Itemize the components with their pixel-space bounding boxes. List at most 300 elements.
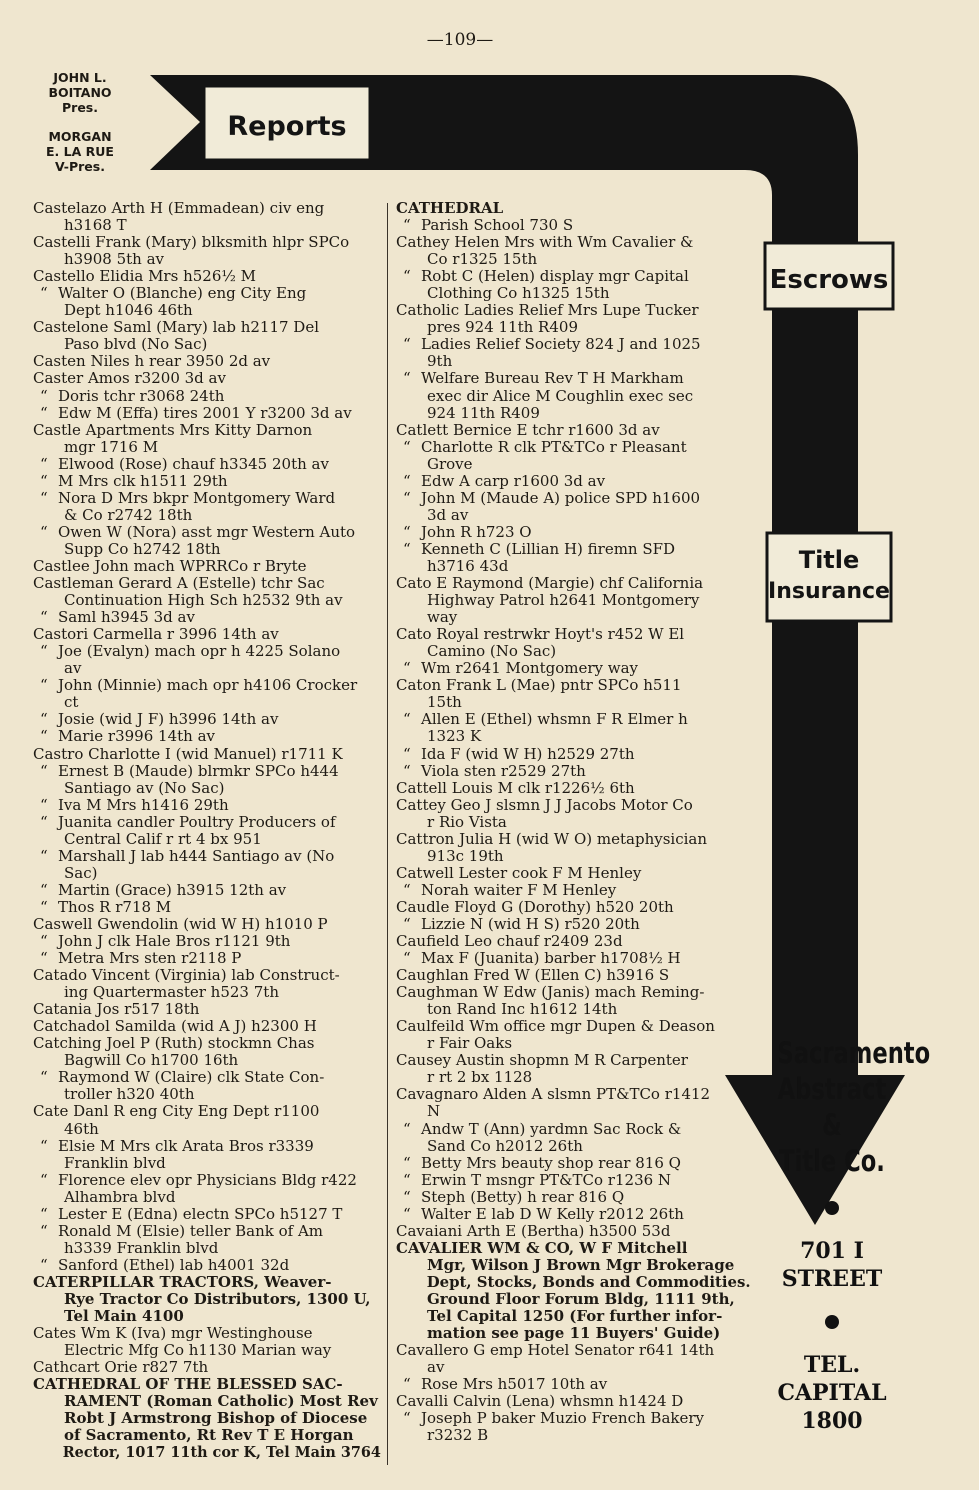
entry-continuation-line bbox=[396, 353, 750, 370]
entry-line bbox=[396, 950, 750, 967]
directory-entry bbox=[33, 1001, 381, 1018]
entry-text: Andw T (Ann) yardmn Sac Rock & bbox=[421, 1119, 682, 1138]
directory-entry bbox=[33, 746, 381, 763]
entry-line bbox=[33, 405, 381, 422]
entry-continuation-line bbox=[396, 1325, 750, 1342]
entry-continuation-line bbox=[396, 405, 750, 422]
president-name-line-1: JOHN L. bbox=[53, 70, 107, 85]
entry-line bbox=[33, 319, 381, 336]
directory-entry bbox=[396, 473, 750, 490]
entry-line bbox=[396, 1018, 750, 1035]
entry-line bbox=[33, 1001, 381, 1018]
entry-text: Marie r3996 14th av bbox=[58, 727, 215, 746]
directory-entry bbox=[33, 814, 381, 848]
entry-text: h3339 Franklin blvd bbox=[64, 1238, 219, 1257]
entry-line bbox=[33, 848, 381, 865]
directory-entry bbox=[33, 200, 381, 234]
entry-continuation-line bbox=[33, 336, 381, 353]
entry-continuation-line bbox=[33, 507, 381, 524]
entry-line bbox=[396, 1052, 750, 1069]
directory-entry bbox=[396, 1223, 750, 1240]
entry-text: Electric Mfg Co h1130 Marian way bbox=[64, 1341, 332, 1360]
directory-entry bbox=[396, 1393, 750, 1410]
directory-entry bbox=[396, 711, 750, 745]
entry-text: Edw A carp r1600 3d av bbox=[421, 471, 606, 490]
ditto-mark: “ bbox=[403, 1204, 411, 1223]
entry-text: CATHEDRAL bbox=[396, 199, 504, 217]
entry-text: 46th bbox=[64, 1119, 99, 1138]
entry-line bbox=[396, 524, 750, 541]
entry-text: Catlett Bernice E tchr r1600 3d av bbox=[396, 420, 660, 439]
ditto-mark: “ bbox=[40, 710, 48, 729]
entry-line bbox=[33, 711, 381, 728]
directory-entry bbox=[396, 1121, 750, 1155]
entry-line bbox=[396, 677, 750, 694]
directory-entry bbox=[33, 882, 381, 899]
title-insurance-label-line-1: Title bbox=[798, 546, 860, 574]
ditto-mark: “ bbox=[40, 1136, 48, 1155]
sidebar-advertisement bbox=[762, 1035, 931, 1435]
directory-entry bbox=[33, 967, 381, 1001]
ditto-mark: “ bbox=[403, 710, 411, 729]
entry-text: Iva M Mrs h1416 29th bbox=[58, 795, 229, 814]
entry-text: Caughlan Fred W (Ellen C) h3916 S bbox=[396, 966, 670, 985]
entry-line bbox=[396, 711, 750, 728]
entry-text: Catwell Lester cook F M Henley bbox=[396, 863, 642, 882]
entry-continuation-line bbox=[396, 456, 750, 473]
entry-line bbox=[396, 302, 750, 319]
entry-text: Doris tchr r3068 24th bbox=[58, 386, 225, 405]
directory-entry bbox=[396, 626, 750, 660]
entry-text: Max F (Juanita) barber h1708½ H bbox=[421, 949, 681, 968]
directory-entry bbox=[33, 626, 381, 643]
entry-line bbox=[396, 268, 750, 285]
entry-line bbox=[33, 763, 381, 780]
entry-text: Franklin blvd bbox=[64, 1153, 166, 1172]
directory-entry bbox=[33, 456, 381, 473]
directory-entry bbox=[33, 1257, 381, 1274]
directory-entry bbox=[396, 882, 750, 899]
entry-line bbox=[33, 899, 381, 916]
entry-line bbox=[33, 797, 381, 814]
directory-entry bbox=[396, 763, 750, 780]
entry-continuation-line bbox=[33, 780, 381, 797]
entry-text: Erwin T msngr PT&TCo r1236 N bbox=[421, 1170, 672, 1189]
entry-text: Cates Wm K (Iva) mgr Westinghouse bbox=[33, 1324, 313, 1343]
entry-text: Castro Charlotte I (wid Manuel) r1711 K bbox=[33, 744, 343, 763]
directory-entry bbox=[33, 422, 381, 456]
directory-entry bbox=[33, 1325, 381, 1359]
directory-entry bbox=[396, 1240, 750, 1342]
entry-text: r Fair Oaks bbox=[427, 1034, 513, 1053]
entry-text: M Mrs clk h1511 29th bbox=[58, 471, 228, 490]
entry-continuation-line bbox=[33, 1086, 381, 1103]
directory-entry bbox=[396, 1342, 750, 1376]
directory-entry bbox=[33, 1035, 381, 1069]
entry-text: r Rio Vista bbox=[427, 812, 507, 831]
entry-text: Cate Danl R eng City Eng Dept r1100 bbox=[33, 1102, 320, 1121]
entry-line bbox=[33, 1257, 381, 1274]
entry-text: Cavallero G emp Hotel Senator r641 14th bbox=[396, 1341, 715, 1360]
entry-line bbox=[396, 967, 750, 984]
directory-entry bbox=[396, 831, 750, 865]
directory-entry bbox=[33, 268, 381, 285]
ditto-mark: “ bbox=[403, 437, 411, 456]
entry-line bbox=[396, 1172, 750, 1189]
ditto-mark: “ bbox=[40, 1170, 48, 1189]
entry-text: Santiago av (No Sac) bbox=[64, 778, 225, 797]
entry-line bbox=[33, 967, 381, 984]
entry-text: N bbox=[427, 1102, 441, 1121]
entry-text: Caswell Gwendolin (wid W H) h1010 P bbox=[33, 914, 328, 933]
entry-continuation-line bbox=[396, 1138, 750, 1155]
entry-text: Elsie M Mrs clk Arata Bros r3339 bbox=[58, 1136, 314, 1155]
entry-line bbox=[33, 575, 381, 592]
entry-text: Rye Tractor Co Distributors, 1300 U, bbox=[64, 1290, 371, 1308]
entry-continuation-line bbox=[33, 439, 381, 456]
entry-text: ct bbox=[64, 693, 79, 712]
entry-line bbox=[396, 984, 750, 1001]
entry-continuation-line bbox=[396, 319, 750, 336]
entry-text: Catholic Ladies Relief Mrs Lupe Tucker bbox=[396, 301, 699, 320]
entry-continuation-line bbox=[33, 1189, 381, 1206]
entry-text: Cavaiani Arth E (Bertha) h3500 53d bbox=[396, 1221, 671, 1240]
ditto-mark: “ bbox=[403, 1153, 411, 1172]
entry-line bbox=[33, 200, 381, 217]
entry-text: Casten Niles h rear 3950 2d av bbox=[33, 352, 271, 371]
ditto-mark: “ bbox=[40, 1255, 48, 1274]
directory-entry bbox=[33, 677, 381, 711]
directory-entry bbox=[396, 268, 750, 302]
entry-line bbox=[33, 746, 381, 763]
ditto-mark: “ bbox=[40, 403, 48, 422]
directory-entry bbox=[396, 234, 750, 268]
directory-entry bbox=[33, 848, 381, 882]
entry-text: Catado Vincent (Virginia) lab Construct- bbox=[33, 966, 340, 985]
entry-text: 1323 K bbox=[427, 727, 482, 746]
entry-continuation-line bbox=[396, 1308, 750, 1325]
ditto-mark: “ bbox=[403, 488, 411, 507]
directory-entry bbox=[33, 643, 381, 677]
entry-text: Caudle Floyd G (Dorothy) h520 20th bbox=[396, 897, 674, 916]
entry-text: Rose Mrs h5017 10th av bbox=[421, 1375, 608, 1394]
entry-text: Cathey Helen Mrs with Wm Cavalier & bbox=[396, 233, 694, 252]
entry-text: Tel Capital 1250 (For further infor- bbox=[427, 1307, 723, 1326]
entry-text: Betty Mrs beauty shop rear 816 Q bbox=[421, 1153, 681, 1172]
ditto-mark: “ bbox=[403, 522, 411, 541]
entry-line bbox=[33, 1018, 381, 1035]
directory-entry bbox=[396, 899, 750, 916]
entry-text: av bbox=[64, 659, 82, 678]
entry-line bbox=[33, 1138, 381, 1155]
column-divider bbox=[387, 203, 388, 1465]
entry-continuation-line bbox=[396, 285, 750, 302]
entry-line bbox=[33, 1359, 381, 1376]
directory-entry bbox=[33, 524, 381, 558]
ditto-mark: “ bbox=[403, 335, 411, 354]
entry-line bbox=[33, 1274, 381, 1291]
directory-entry bbox=[396, 933, 750, 950]
entry-line bbox=[396, 200, 750, 217]
company-telephone bbox=[762, 1351, 902, 1435]
entry-text: Marshall J lab h444 Santiago av (No bbox=[58, 846, 335, 865]
entry-continuation-line bbox=[33, 694, 381, 711]
entry-text: Martin (Grace) h3915 12th av bbox=[58, 880, 287, 899]
entry-text: Camino (No Sac) bbox=[427, 642, 557, 661]
entry-continuation-line bbox=[33, 1308, 381, 1325]
entry-text: Cattron Julia H (wid W O) metaphysician bbox=[396, 829, 708, 848]
entry-continuation-line bbox=[396, 848, 750, 865]
entry-text: Castleman Gerard A (Estelle) tchr Sac bbox=[33, 574, 325, 593]
entry-text: CATHEDRAL OF THE BLESSED SAC- bbox=[33, 1375, 343, 1394]
entry-line bbox=[396, 882, 750, 899]
directory-entry bbox=[396, 200, 750, 217]
entry-continuation-line bbox=[396, 1069, 750, 1086]
directory-entry bbox=[396, 1086, 750, 1120]
entry-line bbox=[33, 1206, 381, 1223]
entry-line bbox=[33, 370, 381, 387]
entry-text: exec dir Alice M Coughlin exec sec bbox=[427, 386, 694, 405]
entry-continuation-line bbox=[33, 1342, 381, 1359]
entry-text: CATERPILLAR TRACTORS, Weaver- bbox=[33, 1272, 332, 1291]
entry-text: Josie (wid J F) h3996 14th av bbox=[58, 710, 279, 729]
directory-entry bbox=[396, 797, 750, 831]
entry-text: Owen W (Nora) asst mgr Western Auto bbox=[58, 522, 356, 541]
entry-text: Walter O (Blanche) eng City Eng bbox=[58, 284, 307, 303]
ditto-mark: “ bbox=[403, 539, 411, 558]
directory-entry bbox=[33, 763, 381, 797]
entry-text: Viola sten r2529 27th bbox=[421, 761, 586, 780]
entry-line bbox=[33, 456, 381, 473]
entry-text: Kenneth C (Lillian H) firemn SFD bbox=[421, 539, 676, 558]
entry-text: mgr 1716 M bbox=[64, 437, 159, 456]
directory-entry bbox=[33, 1206, 381, 1223]
entry-text: John J clk Hale Bros r1121 9th bbox=[58, 932, 291, 951]
directory-entry bbox=[396, 336, 750, 370]
directory-entry bbox=[396, 302, 750, 336]
entry-text: Lizzie N (wid H S) r520 20th bbox=[421, 914, 640, 933]
directory-entry bbox=[396, 916, 750, 933]
directory-entry bbox=[33, 1376, 381, 1461]
entry-line bbox=[396, 336, 750, 353]
entry-text: 924 11th R409 bbox=[427, 403, 540, 422]
directory-entry bbox=[396, 677, 750, 711]
entry-line bbox=[396, 1342, 750, 1359]
entry-continuation-line bbox=[33, 1121, 381, 1138]
entry-line bbox=[396, 1189, 750, 1206]
directory-entry bbox=[33, 797, 381, 814]
entry-line bbox=[33, 916, 381, 933]
entry-continuation-line bbox=[396, 643, 750, 660]
entry-continuation-line bbox=[396, 609, 750, 626]
ditto-mark: “ bbox=[403, 761, 411, 780]
entry-continuation-line bbox=[396, 388, 750, 405]
entry-text: Ground Floor Forum Bldg, 1111 9th, bbox=[427, 1290, 735, 1308]
directory-entry bbox=[396, 217, 750, 234]
entry-line bbox=[396, 660, 750, 677]
entry-line bbox=[33, 950, 381, 967]
entry-text: Charlotte R clk PT&TCo r Pleasant bbox=[421, 437, 687, 456]
ditto-mark: “ bbox=[40, 1068, 48, 1087]
entry-text: Cattey Geo J slsmn J J Jacobs Motor Co bbox=[396, 795, 693, 814]
entry-text: Welfare Bureau Rev T H Markham bbox=[421, 369, 684, 388]
directory-entry bbox=[33, 1103, 381, 1137]
entry-text: Continuation High Sch h2532 9th av bbox=[64, 591, 343, 610]
directory-column-left bbox=[33, 200, 381, 1461]
entry-text: 3d av bbox=[427, 505, 469, 524]
entry-line bbox=[33, 609, 381, 626]
entry-text: Co r1325 15th bbox=[427, 250, 538, 269]
directory-entry bbox=[396, 1189, 750, 1206]
vice-president-title: V-Pres. bbox=[55, 159, 105, 174]
directory-entry bbox=[33, 405, 381, 422]
directory-entry bbox=[33, 916, 381, 933]
directory-entry bbox=[396, 746, 750, 763]
ditto-mark: “ bbox=[40, 1204, 48, 1223]
entry-continuation-line bbox=[396, 1257, 750, 1274]
entry-continuation-line bbox=[33, 1240, 381, 1257]
ditto-mark: “ bbox=[403, 1409, 411, 1428]
directory-entry bbox=[396, 422, 750, 439]
directory-entry bbox=[33, 711, 381, 728]
entry-line bbox=[396, 916, 750, 933]
entry-text: Cathcart Orie r827 7th bbox=[33, 1358, 209, 1377]
directory-entry bbox=[396, 1376, 750, 1393]
entry-continuation-line bbox=[396, 251, 750, 268]
entry-text: Robt C (Helen) display mgr Capital bbox=[421, 267, 689, 286]
entry-continuation-line bbox=[396, 507, 750, 524]
entry-continuation-line bbox=[33, 660, 381, 677]
entry-continuation-line bbox=[396, 1272, 751, 1291]
entry-text: 9th bbox=[427, 352, 453, 371]
entry-line bbox=[396, 1376, 750, 1393]
entry-line bbox=[396, 831, 750, 848]
entry-line bbox=[33, 558, 381, 575]
entry-text: h3716 43d bbox=[427, 556, 509, 575]
directory-entry bbox=[33, 353, 381, 370]
ditto-mark: “ bbox=[40, 522, 48, 541]
entry-text: Florence elev opr Physicians Bldg r422 bbox=[58, 1170, 357, 1189]
entry-text: Joe (Evalyn) mach opr h 4225 Solano bbox=[58, 642, 341, 661]
entry-line bbox=[33, 677, 381, 694]
ditto-mark: “ bbox=[403, 880, 411, 899]
entry-line bbox=[33, 524, 381, 541]
directory-entry bbox=[33, 558, 381, 575]
ditto-mark: “ bbox=[40, 897, 48, 916]
company-address bbox=[762, 1237, 902, 1293]
ditto-mark: “ bbox=[403, 267, 411, 286]
directory-entry bbox=[33, 319, 381, 353]
entry-text: Bagwill Co h1700 16th bbox=[64, 1051, 239, 1070]
ditto-mark: “ bbox=[403, 471, 411, 490]
entry-text: Allen E (Ethel) whsmn F R Elmer h bbox=[421, 710, 688, 729]
company-name bbox=[777, 1035, 931, 1179]
entry-text: Highway Patrol h2641 Montgomery bbox=[427, 591, 700, 610]
entry-text: Parish School 730 S bbox=[421, 216, 574, 235]
entry-line bbox=[33, 1172, 381, 1189]
entry-line bbox=[396, 473, 750, 490]
entry-text: Castelli Frank (Mary) blksmith hlpr SPCo bbox=[33, 233, 350, 252]
ditto-mark: “ bbox=[40, 949, 48, 968]
entry-text: Ida F (wid W H) h2529 27th bbox=[421, 744, 635, 763]
entry-text: Joseph P baker Muzio French Bakery bbox=[421, 1409, 705, 1428]
entry-continuation-line bbox=[33, 541, 381, 558]
directory-entry bbox=[33, 1138, 381, 1172]
entry-text: ing Quartermaster h523 7th bbox=[64, 983, 279, 1002]
entry-text: Walter E lab D W Kelly r2012 26th bbox=[421, 1204, 684, 1223]
directory-entry bbox=[396, 660, 750, 677]
reports-label: Reports bbox=[227, 111, 347, 142]
entry-text: r3232 B bbox=[427, 1426, 489, 1445]
entry-text: Cavagnaro Alden A slsmn PT&TCo r1412 bbox=[396, 1085, 711, 1104]
entry-line bbox=[396, 1223, 750, 1240]
directory-entry bbox=[33, 473, 381, 490]
entry-continuation-line bbox=[33, 302, 381, 319]
bullet-dot bbox=[825, 1201, 839, 1215]
entry-line bbox=[33, 882, 381, 899]
entry-line bbox=[396, 1086, 750, 1103]
entry-continuation-line bbox=[33, 1155, 381, 1172]
entry-line bbox=[396, 1121, 750, 1138]
directory-column-right bbox=[396, 200, 750, 1444]
entry-text: Saml h3945 3d av bbox=[58, 608, 195, 627]
entry-text: John R h723 O bbox=[421, 522, 532, 541]
entry-line bbox=[396, 541, 750, 558]
address-line-1: 701 I bbox=[800, 1238, 864, 1264]
entry-continuation-line bbox=[33, 1410, 381, 1427]
entry-text: of Sacramento, Rt Rev T E Horgan bbox=[64, 1426, 354, 1445]
entry-text: pres 924 11th R409 bbox=[427, 318, 578, 337]
entry-continuation-line bbox=[396, 1001, 750, 1018]
entry-line bbox=[33, 933, 381, 950]
directory-entry bbox=[33, 285, 381, 319]
president-title: Pres. bbox=[62, 100, 98, 115]
entry-text: Clothing Co h1325 15th bbox=[427, 284, 610, 303]
entry-text: h3908 5th av bbox=[64, 250, 165, 269]
directory-entry bbox=[396, 1052, 750, 1086]
entry-text: r rt 2 bx 1128 bbox=[427, 1068, 533, 1087]
entry-text: Elwood (Rose) chauf h3345 20th av bbox=[58, 454, 329, 473]
ditto-mark: “ bbox=[40, 846, 48, 865]
ditto-mark: “ bbox=[40, 727, 48, 746]
entry-continuation-line bbox=[396, 1427, 750, 1444]
address-line-2: STREET bbox=[781, 1266, 883, 1292]
directory-entry bbox=[396, 865, 750, 882]
entry-line bbox=[396, 746, 750, 763]
directory-entry bbox=[33, 234, 381, 268]
entry-text: Sand Co h2012 26th bbox=[427, 1136, 583, 1155]
entry-continuation-line bbox=[396, 1359, 750, 1376]
entry-line bbox=[396, 370, 750, 387]
entry-continuation-line bbox=[396, 814, 750, 831]
entry-line bbox=[33, 388, 381, 405]
entry-continuation-line bbox=[33, 984, 381, 1001]
directory-entry bbox=[33, 609, 381, 626]
directory-entry bbox=[396, 524, 750, 541]
directory-entry bbox=[33, 1172, 381, 1206]
directory-entry bbox=[396, 950, 750, 967]
entry-continuation-line bbox=[33, 592, 381, 609]
entry-line bbox=[33, 490, 381, 507]
entry-line bbox=[33, 422, 381, 439]
entry-line bbox=[396, 1206, 750, 1223]
entry-text: Ernest B (Maude) blrmkr SPCo h444 bbox=[58, 761, 339, 780]
directory-entry bbox=[33, 933, 381, 950]
entry-text: Metra Mrs sten r2118 P bbox=[58, 949, 242, 968]
entry-line bbox=[396, 899, 750, 916]
escrows-label: Escrows bbox=[769, 265, 889, 295]
entry-text: h3168 T bbox=[64, 216, 127, 235]
